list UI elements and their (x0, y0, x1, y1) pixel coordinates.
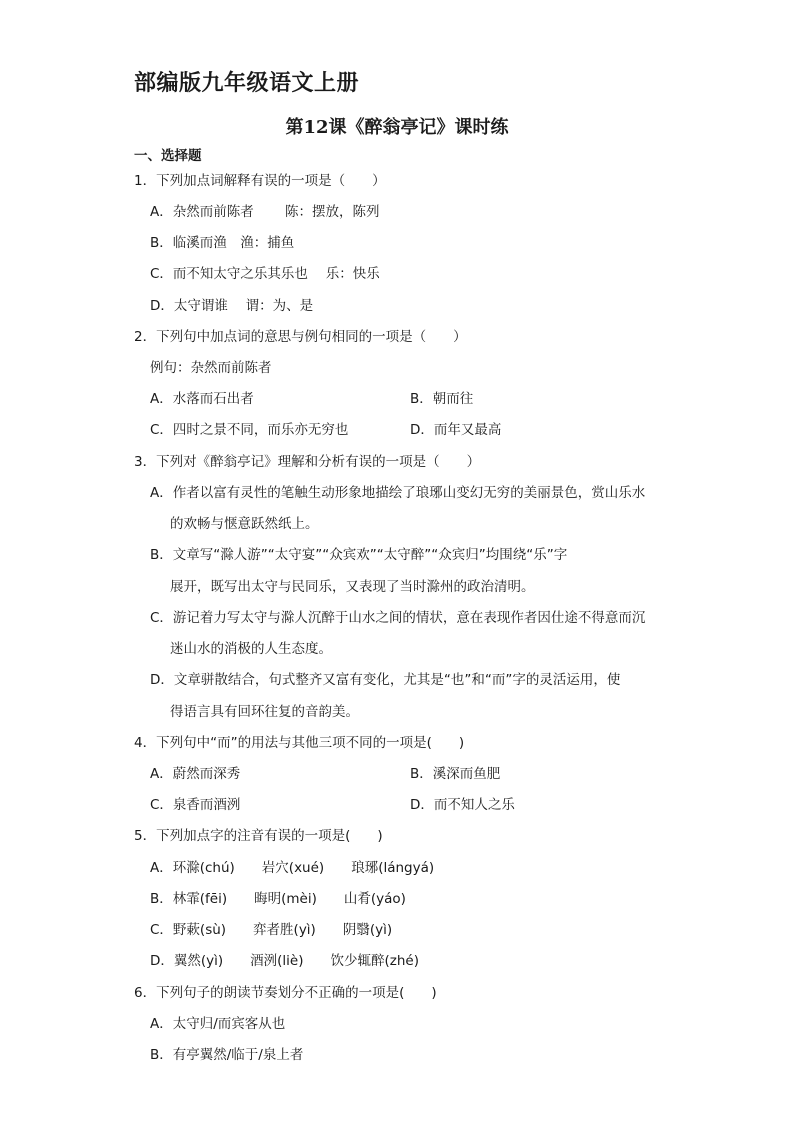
question-3-option-b: B．文章写“滁人游”“太守宴”“众宾欢”“太守醉”“众宾归”均围绕“乐”字 (150, 547, 568, 563)
question-3-option-a-cont: 的欢畅与惬意跃然纸上。 (170, 516, 319, 532)
question-5-option-b: B．林霏(fēi) 晦明(mèi) 山肴(yáo) (150, 891, 406, 907)
question-3-option-a: A．作者以富有灵性的笔触生动形象地描绘了琅琊山变幻无穷的美丽景色，赏山乐水 (150, 485, 646, 501)
question-3-option-b-cont: 展开，既写出太守与民同乐，又表现了当时滁州的政治清明。 (170, 579, 535, 595)
question-3-stem: 3．下列对《醉翁亭记》理解和分析有误的一项是（ ） (134, 454, 481, 470)
book-title: 部编版九年级语文上册 (134, 70, 360, 96)
question-1-stem: 1．下列加点词解释有误的一项是（ ） (134, 173, 386, 189)
question-6-option-a: A．太守归/而宾客从也 (150, 1016, 286, 1032)
question-2-option-b: B．朝而往 (410, 391, 474, 407)
question-1-option-a: A．杂然而前陈者 陈：摆放，陈列 (150, 204, 380, 220)
question-4-option-d: D．而不知人之乐 (410, 797, 515, 813)
question-3-option-c: C．游记着力写太守与滁人沉醉于山水之间的情状，意在表现作者因仕途不得意而沉 (150, 610, 646, 626)
question-6-stem: 6．下列句子的朗读节奏划分不正确的一项是( ) (134, 985, 437, 1001)
question-2-option-a: A．水落而石出者 (150, 391, 254, 407)
question-5-option-a: A．环滁(chú) 岩穴(xué) 琅琊(lángyá) (150, 860, 435, 876)
question-3-option-d-cont: 得语言具有回环往复的音韵美。 (170, 704, 359, 720)
question-5-option-d: D．翼然(yì) 酒洌(liè) 饮少辄醉(zhé) (150, 953, 419, 969)
question-2-example: 例句：杂然而前陈者 (150, 360, 272, 376)
question-6-option-b: B．有亭翼然/临于/泉上者 (150, 1047, 304, 1063)
question-5-option-c: C．野蔌(sù) 弈者胜(yì) 阴翳(yì) (150, 922, 393, 938)
question-2-option-d: D．而年又最高 (410, 422, 502, 438)
section-heading: 一、选择题 (134, 148, 202, 164)
question-5-stem: 5．下列加点字的注音有误的一项是( ) (134, 828, 383, 844)
question-4-option-a: A．蔚然而深秀 (150, 766, 241, 782)
question-3-option-c-cont: 迷山水的消极的人生态度。 (170, 641, 332, 657)
question-4-option-b: B．溪深而鱼肥 (410, 766, 501, 782)
question-2-option-c: C．四时之景不同，而乐亦无穷也 (150, 422, 349, 438)
question-1-option-b: B．临溪而渔 渔：捕鱼 (150, 235, 295, 251)
question-1-option-c: C．而不知太守之乐其乐也 乐：快乐 (150, 266, 380, 282)
question-4-stem: 4．下列句中“而”的用法与其他三项不同的一项是( ) (134, 735, 465, 751)
question-3-option-d: D．文章骈散结合，句式整齐又富有变化，尤其是“也”和“而”字的灵活运用，使 (150, 672, 621, 688)
lesson-title: 第12课《醉翁亭记》课时练 (285, 117, 509, 138)
question-1-option-d: D．太守谓谁 谓：为、是 (150, 298, 314, 314)
question-2-stem: 2．下列句中加点词的意思与例句相同的一项是（ ） (134, 329, 467, 345)
question-4-option-c: C．泉香而酒洌 (150, 797, 241, 813)
